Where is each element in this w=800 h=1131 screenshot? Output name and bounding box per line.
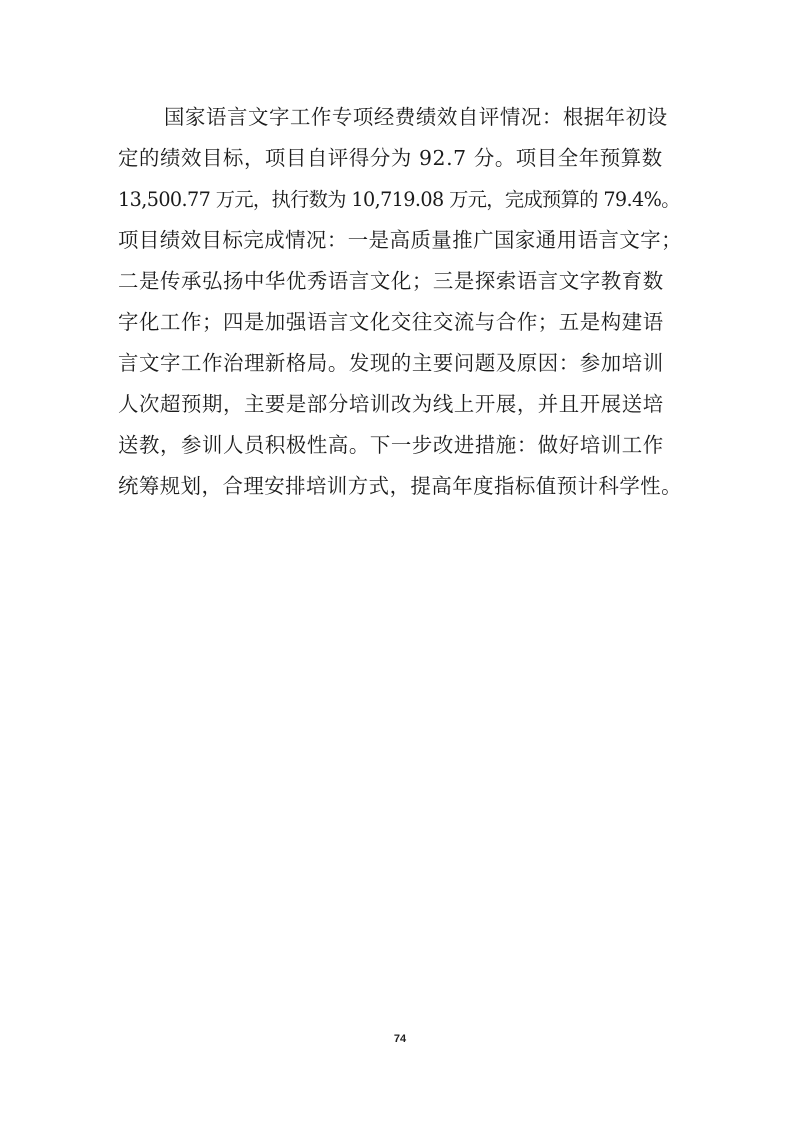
paragraph-line: 13,500.77 万元，执行数为 10,719.08 万元，完成预算的 79.4%。 <box>118 188 680 211</box>
body-paragraph <box>118 97 684 507</box>
paragraph-line: 送教，参训人员积极性高。下一步改进措施：做好培训工作 <box>118 433 664 457</box>
paragraph-line: 统筹规划，合理安排培训方式，提高年度指标值预计科学性。 <box>118 474 683 498</box>
paragraph-line: 言文字工作治理新格局。发现的主要问题及原因：参加培训 <box>118 351 664 375</box>
paragraph-line: 定的绩效目标，项目自评得分为 92.7 分。项目全年预算数 <box>118 146 663 170</box>
paragraph-line: 项目绩效目标完成情况：一是高质量推广国家通用语言文字； <box>118 228 683 252</box>
paragraph-line: 字化工作；四是加强语言文化交往交流与合作；五是构建语 <box>118 310 664 334</box>
paragraph-line: 二是传承弘扬中华优秀语言文化；三是探索语言文字教育数 <box>118 269 664 293</box>
paragraph-line: 国家语言文字工作专项经费绩效自评情况：根据年初设 <box>164 105 668 129</box>
page-number: 74 <box>393 1033 407 1045</box>
paragraph-line: 人次超预期，主要是部分培训改为线上开展，并且开展送培 <box>118 392 664 416</box>
